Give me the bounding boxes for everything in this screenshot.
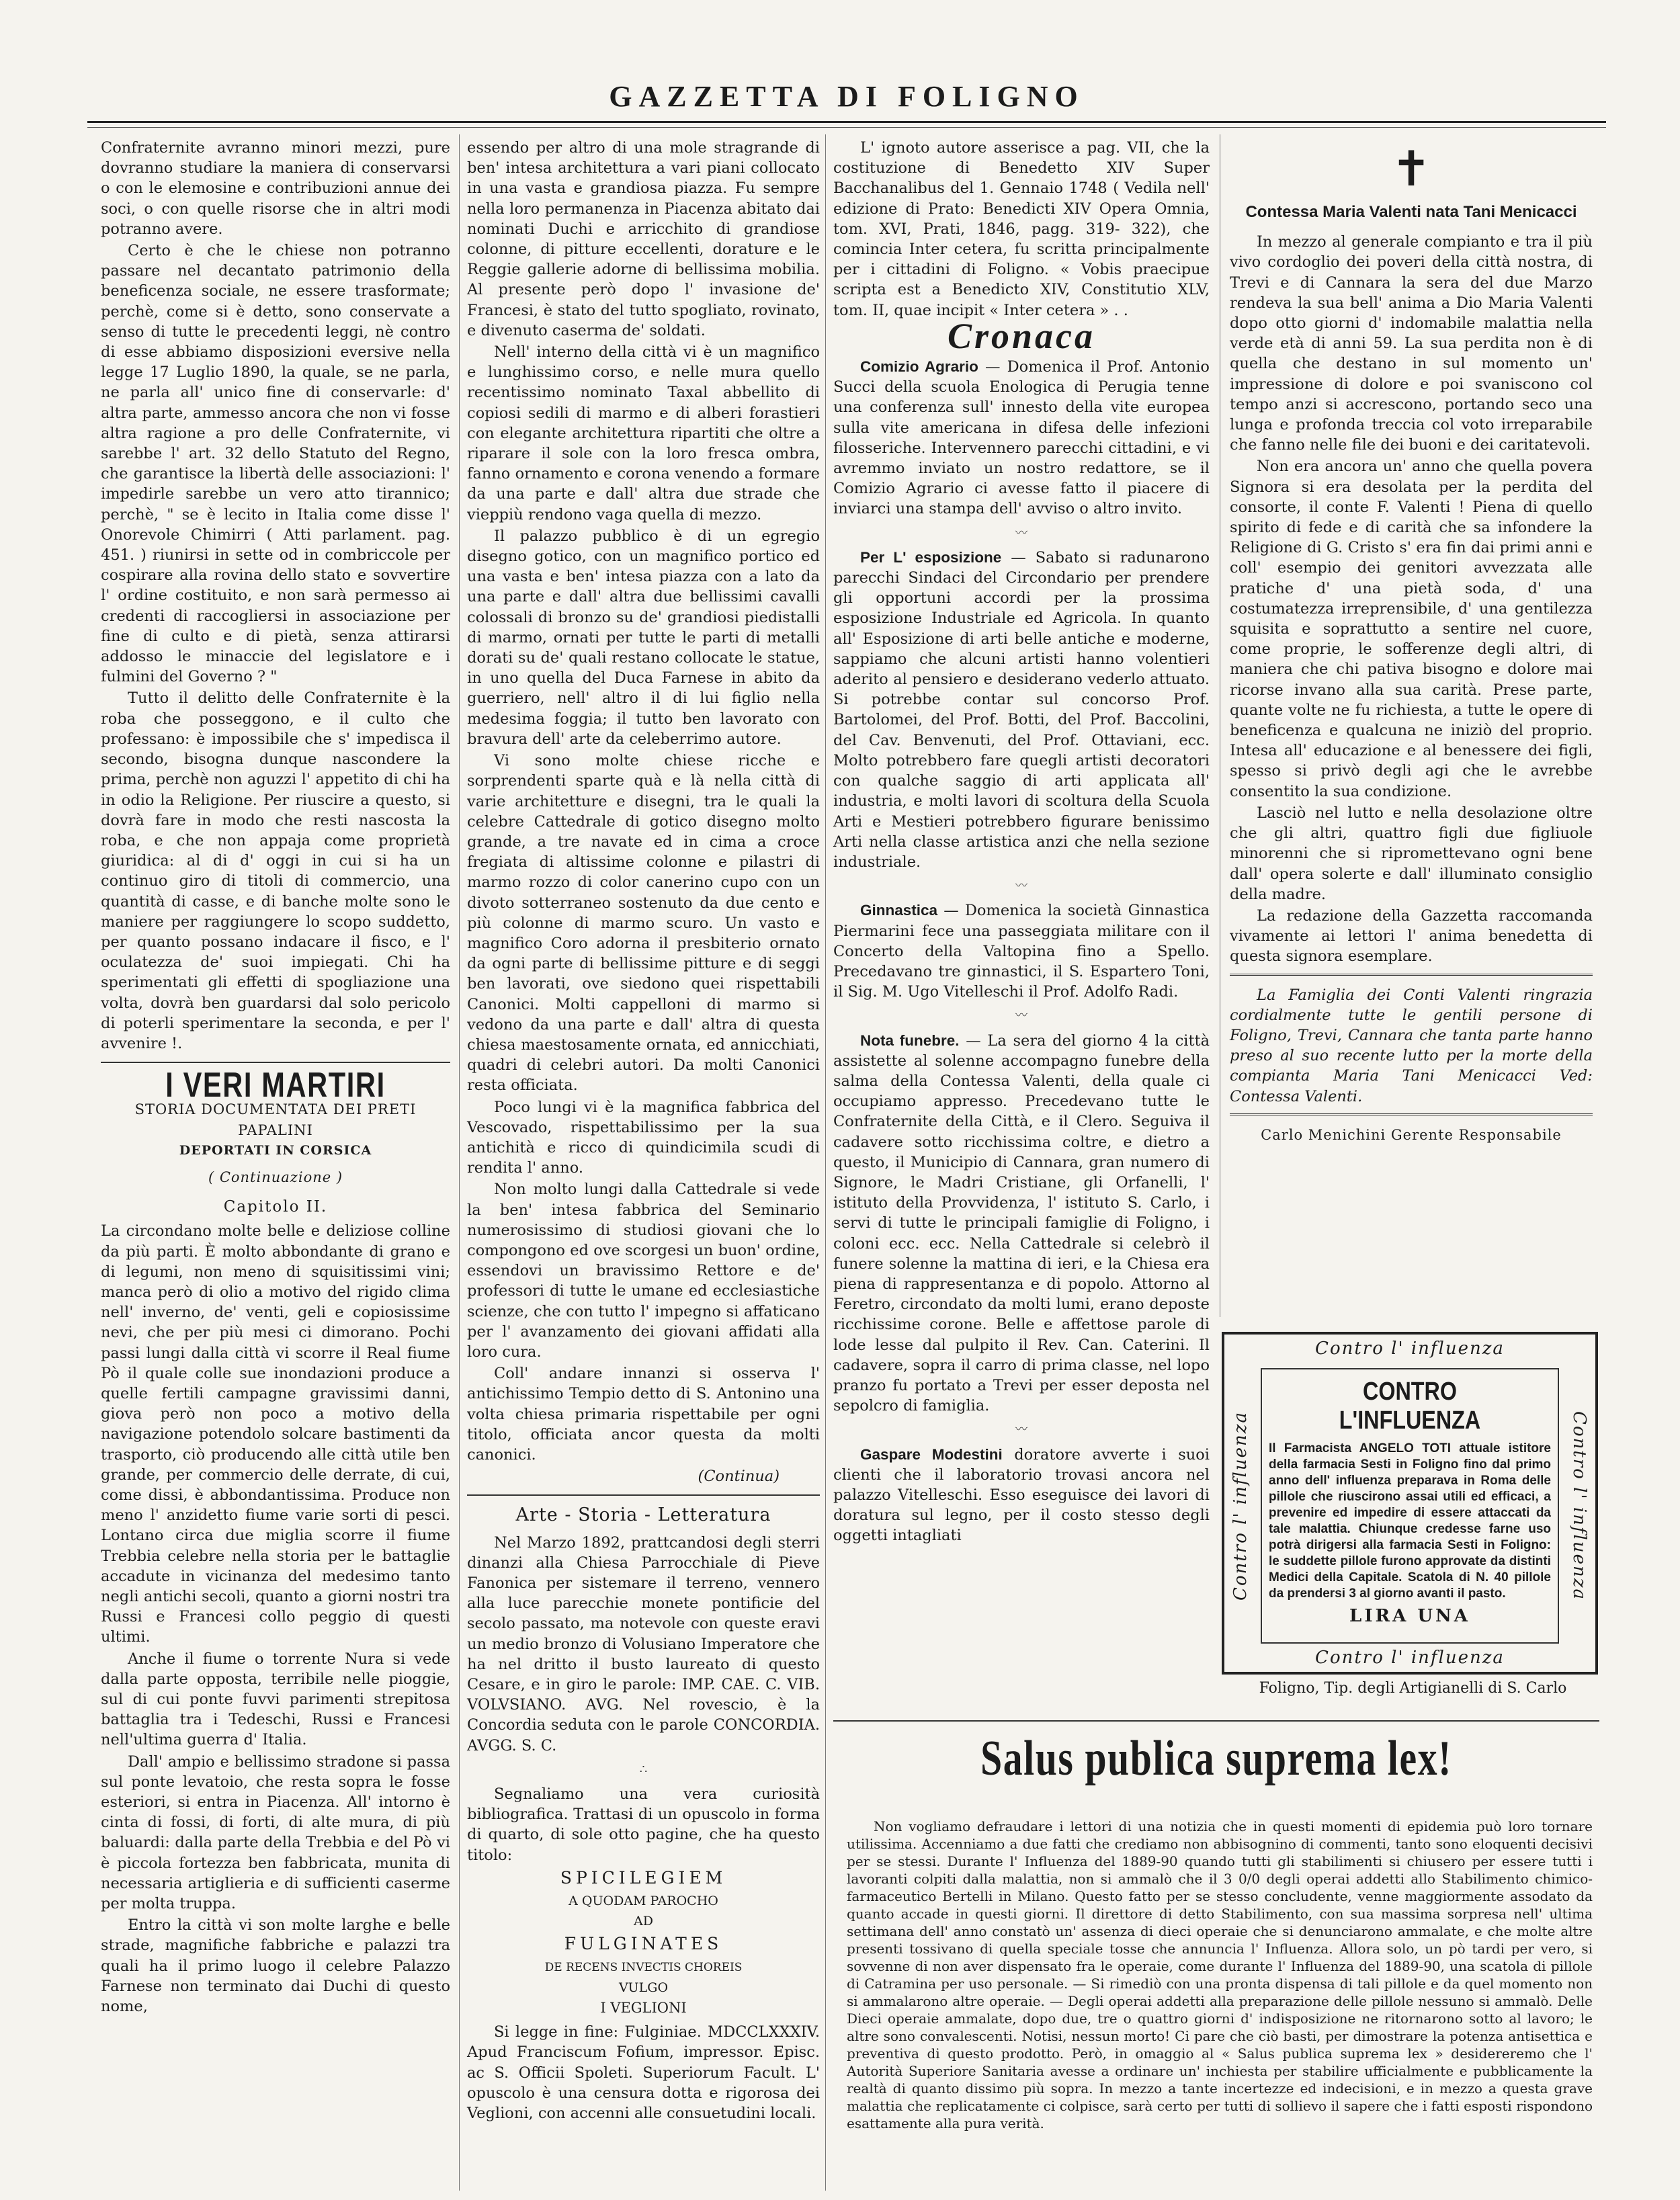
cross-icon: ✝ [1390, 140, 1432, 197]
book-title-line: FULGINATES [564, 1934, 723, 1954]
ad-frame-left [1227, 1375, 1254, 1637]
news-item-label: Gaspare Modestini [860, 1445, 1003, 1463]
book-title-line: I VEGLIONI [600, 2000, 687, 2017]
salus-rule [833, 1720, 1599, 1722]
separator: 〰 [1015, 879, 1027, 894]
article-paragraph: Non era ancora un' anno che quella povera Signora si era desolata per la perdita del consorte, il conte F. Valenti ! Piena di quello spirito di fede e di carità che sa infondere la Religione di G. Cristo s' era fin dai primi anni e coll' esempio dei genitori avvezzata alle pratiche d' una pietà soda, d' una costumatezza irreprensibile, d' una gentilezza squisita e soprattutto a sentire nel cuore, come proprie, le sofferenze degli altri, di maniera che chi pativa bisogno e dolore mai ricorse invano alla sua carità. Prese parte, quante volte ne fu richiesta, a tutte le opere di beneficenza e qualcuna ne iniziò del proprio. Intesa all' educazione e al benessere dei figli, spesso si privò degli agi che le avrebbe consentito la sua condizione. [1230, 458, 1593, 800]
article-paragraph: Non molto lungi dalla Cattedrale si vede la ben' intesa fabbrica del Seminario numerosissimo di studiosi giovani che lo compongono ed ove scorgesi un buon' ordine, essendovi un bravissimo Rettore e de' professori di tutte le umane ed ecclesiastiche scienze, che con tutto l' impegno si affaticano per l' avanzamento dei giovani affidati alla loro cura. [467, 1181, 820, 1361]
article-paragraph: Entro la città vi son molte larghe e belle strade, magnifiche fabbriche e palazzi tra quali ha il primo luogo il celebre Palazzo Farnese non terminato dai Duchi di questo nome, [101, 1916, 450, 2016]
ad-frame-top: Contro l' influenza [1315, 1339, 1505, 1359]
section-rule [1230, 974, 1593, 978]
article-paragraph: Il palazzo pubblico è di un egregio disegno gotico, con un magnifico portico ed una vasta e ben' intesa piazza con a lato da una parte e dall' altra due bellissimi cavalli colossali di bronzo su de' grandiosi piedistalli di marmo, ornati per tutte le parti di metalli dorati su de' quali restano collocate le statue, in uno quella del Duca Farnese in abito da guerriero, nell' altro il di lui figlio nella medesima foggia; il tutto ben lavorato con bravura dell' arte da celeberrimo autore. [467, 527, 820, 748]
salus-title: Salus publica suprema lex! [980, 1731, 1452, 1786]
book-title-line: A QUODAM PAROCHO [569, 1894, 718, 1909]
serial-subtitle-2: DEPORTATI IN CORSICA [179, 1142, 372, 1158]
article-paragraph: L' ignoto autore asserisce a pag. VII, che la costituzione di Benedetto XIV Super Bacchanalibus del 1. Gennaio 1748 ( Vedila nell' edizione di Prato: Benedicti XIV Opera Omnia, tom. XVI, Prati, 1846, pagg. 319- 322), che comincia Inter cetera, fu scritta principalmente per i cittadini di Foligno. « Vobis praecipue scripta est a Benedicto XIV, Constitutio XLV, tom. II, quae incipit « Inter cetera » . . [833, 139, 1210, 319]
article-paragraph: Poco lungi vi è la magnifica fabbrica del Vescovado, rispettabilissimo per la sua antichità e ricco di quindicimila scudi di rendita l' anno. [467, 1098, 820, 1177]
article-paragraph: Certo è che le chiese non potranno passare nel decantato patrimonio della beneficenza sociale, ne essere trasformate; perchè, come si è detto, sono conservate a senso di tutte le precedenti leggi, nè contro di esse abbiamo disposizioni eversive nella legge 17 Luglio 1890, la quale, se ne parla, ne parla all' unico fine di conservarle: d' altra parte, ammesso ancora che non vi fosse altra ragione a pro delle Confraternite, vi sarebbe l' art. 32 dello Statuto del Regno, che garantisce la libertà delle associazioni: l' impedirle sarebbe un vero atto tirannico; perchè, " se è lecito in Italia come disse l' Onorevole Chimirri ( Atti parlament. pag. 451. ) riunirsi in sette od in combriccole per cospirare alla rovina dello stato e sovvertire l' ordine costituito, e non sarà permesso ai credenti di raccogliersi in associazione per fine di culto e di pietà, senza attirarsi addosso le minaccie del legislatore e i fulmini del Governo ? " [101, 242, 450, 686]
salus-text-block [847, 1818, 1593, 2132]
ad-text: Il Farmacista ANGELO TOTI attuale istitore della farmacia Sesti in Foligno fino dal primo anno dell' influenza preparava in Roma delle pillole che riuscirono assai utili ed efficaci, a prevenire ed impedire di essere attaccati da tale malattia. Chiunque credesse farne uso potrà dirigersi alla farmacia Sesti in Foligno: le suddette pillole furono approvate da distinti Medici della Capitale. Scatola di N. 40 pillole da prendersi 3 al giorno avanti il pasto. [1269, 1441, 1551, 1601]
ad-body [1261, 1368, 1559, 1644]
ad-frame-bottom: Contro l' influenza [1315, 1648, 1505, 1668]
book-title-line: AD [634, 1914, 653, 1929]
book-title-line: SPICILEGIEM [560, 1867, 727, 1888]
column-1 [101, 138, 450, 2194]
separator: 〰 [1015, 1009, 1027, 1023]
section-rule [101, 1062, 450, 1063]
separator-dots: ∴ [639, 1762, 648, 1777]
book-title-line: DE RECENS INVECTIS CHOREIS [544, 1960, 743, 1974]
column-4 [1230, 138, 1593, 1294]
article-paragraph: Segnaliamo una vera curiosità bibliografica. Trattasi di un opuscolo in forma di quarto, di sole otto pagine, che ha questo titolo: [467, 1785, 820, 1864]
column-divider [825, 134, 826, 2191]
news-item-text: — Domenica il Prof. Antonio Succi della scuola Enologica di Perugia tenne una conferenza sull' innesto della vite europea sulla vite americana in difesa delle infezioni filosseriche. Intervennero parecchi cittadini, e vi avremmo inviato un nostro redattore, se il Comizio Agrario ci avesse fatto il piacere di inviarci una stampa dell' avviso o altro invito. [833, 358, 1210, 518]
article-paragraph: La redazione della Gazzetta raccomanda vivamente ai lettori l' anima benedetta di questa signora esemplare. [1230, 906, 1593, 966]
thanks-notice: La Famiglia dei Conti Valenti ringrazia cordialmente tutte le gentili persone di Foligno, Trevi, Cannara che tanta parte hanno preso al suo recente lutto per la morte della compianta Maria Tani Menicacci Ved: Contessa Valenti. [1230, 986, 1593, 1105]
news-item-text: doratore avverte i suoi clienti che il laboratorio trovasi ancora nel palazzo Vitelleschi. Esso eseguisce dei lavori di doratura sul legno, per il costo stesso degli oggetti intagliati [833, 1445, 1210, 1545]
section-rule [467, 1494, 820, 1496]
news-item-label: Ginnastica [860, 902, 938, 919]
article-paragraph: Vi sono molte chiese ricche e sorprendenti sparte quà e là nella città di varie architetture e disegni, tra le quali la celebre Cattedrale di gotico disegno molto grande, a tre navate ed in cima a croce fregiata di altissime colonne e pilastri di marmo rozzo di color canerino cupo con un divoto sotterraneo sostenuto da due cento e più colonne di marmo scuro. Un vasto e magnifico Coro adorna il presbiterio ornato da ogni parte di bellissime pitture e di seggi ben lavorati, ove siedono quei rispettabili Canonici. Molti cappelloni di marmo si vedono da una parte e dall' altra di questa chiesa maestosamente ornata, ed annicchiati, quadri di celebri autori. Da molti Canonici resta officiata. [467, 752, 820, 1095]
cronaca-heading: Cronaca [947, 315, 1096, 356]
ad-frame-right [1566, 1375, 1593, 1637]
article-paragraph: Lasciò nel lutto e nella desolazione oltre che gli altri, quattro figli due figliuole minorenni che si ripromettevano ogni bene dall' opera solerte e dall' illuminato consiglio della madre. [1230, 804, 1593, 903]
news-item-text: — Sabato si radunarono parecchi Sindaci del Circondario per prendere gli opportuni accordi per la prossima esposizione Industriale ed Agricola. In quanto all' Esposizione di arti belle antiche e moderne, sappiamo che alcuni artisti hanno volentieri aderito al pensiero e desiderano vederlo attuato. Si potrebbe contar sul concorso Prof. Bartolomei, del Prof. Botti, del Prof. Baccolini, del Cav. Benvenuti, del Prof. Ottaviani, ecc. Molto potrebbero fare quegli artisti decoratori con qualche saggio di arti applicata all' industria, e molti lavori di scoltura della Scuola Arti e Mestieri potrebbero figurare benissimo Arti nella classe artistica anzi che nella sezione industriale. [833, 548, 1210, 871]
article-paragraph: La circondano molte belle e deliziose colline da più parti. È molto abbondante di grano e di legumi, non meno di squisitissimi vini; manca però di olio a motivo del rigido clima nell' inverno, de' venti, geli e copiosissime nevi, che per più mesi ci dimorano. Pochi passi lungi dalla città vi scorre il Real fiume Pò il quale colle sue inondazioni produce a quelle fertili campagne gravissimi danni, giova però non poco a motivo della navigazione potendolo solcare bastimenti da trasporto, ciò producendo alle città utile ben grande, per commercio delle derrate, di cui, come dissi, è abbondantissima. Produce non meno l' anzidetto fiume varie sorti di pesci. Lontano circa due miglia scorre il fiume Trebbia celebre nella storia per le battaglie accadute in vicinanza del medesimo tanto negli antichi secoli, quanto a giorni nostri tra Russi e Francesi collo peggio di questi ultimi. [101, 1222, 450, 1646]
ad-frame-left-text: Contro l' influenza [1230, 1411, 1251, 1601]
article-paragraph: Nel Marzo 1892, prattcandosi degli sterri dinanzi alla Chiesa Parrocchiale di Pieve Fanonica per sistemare il terreno, vennero alla luce parecchie monete pontificie del secolo passato, ma notevole con queste eravi un medio bronzo di Volusiano Imperatore che ha nel dritto il busto laureato di questo Cesare, e in giro le parole: IMP. CAE. C. VIB. VOLVSIANO. AVG. Nel rovescio, è la Concordia seduta con le parole CONCORDIA. AVGG. S. C. [467, 1533, 820, 1754]
serial-subtitle: STORIA DOCUMENTATA DEI PRETI PAPALINI [134, 1101, 417, 1138]
news-item-label: Per L' esposizione [860, 548, 1002, 566]
book-title-line: VULGO [618, 1980, 669, 1995]
section-rule [1230, 1113, 1593, 1118]
chapter-heading: Capitolo II. [223, 1198, 328, 1216]
news-item-label: Nota funebre. [860, 1031, 960, 1049]
article-paragraph: Nell' interno della città vi è un magnifico e lunghissimo corso, e nelle mura quello recentissimo nominato Taxal abbellito di copiosi sedili di marmo e di alberi forastieri con elegante architettura ripartiti che oltre a riparare il sole con la loro fresca ombra, fanno ornamento e corona venendo a formare da una parte e dall' altra due strade che vieppiù rendono vaga quella di mezzo. [467, 343, 820, 523]
column-divider [459, 134, 460, 2191]
article-paragraph: Si legge in fine: Fulginiae. MDCCLXXXIV. Apud Franciscum Fofium, impressor. Episc. ac S. Officii Spoleti. Superiorum Facult. L' opuscolo è una censura dotta e rigorosa dei Veglioni, con accenni alle consuetudini locali. [467, 2023, 820, 2123]
serial-title: I VERI MARTIRI [165, 1066, 386, 1105]
column-3 [833, 138, 1210, 1545]
ad-frame-right-text: Contro l' influenza [1569, 1411, 1590, 1601]
ad-price: LIRA UNA [1349, 1606, 1470, 1626]
article-paragraph: Anche il fiume o torrente Nura si vede dalla parte opposta, terribile nelle pioggie, sul di cui ponte fuvvi parimenti strepitosa battaglia tra i Tedeschi, Russi e Francesi nell'ultima guerra d' Italia. [101, 1650, 450, 1749]
masthead-rule [87, 121, 1606, 128]
separator: 〰 [1015, 1423, 1027, 1437]
article-paragraph: essendo per altro di una mole stragrande di ben' intesa architettura a vari piani collocato in una vasta e grandiosa piazza. Fu sempre nella loro permanenza in Piacenza abitato dai nominati Duchi e arricchito di grandiose colonne, di pitture eccellenti, dorature e le Reggie gallerie adorne di bellissima mobilia. Al presente però dopo l' invasione de' Francesi, è stato del tutto spogliato, rovinato, e divenuto caserma de' soldati. [467, 139, 820, 339]
gerente-line: Carlo Menichini Gerente Responsabile [1261, 1126, 1562, 1143]
article-paragraph: Coll' andare innanzi si osserva l' antichissimo Tempio detto di S. Antonino una volta chiesa primaria rispettabile per ogni titolo, officiata ancor questa da molti canonici. [467, 1365, 820, 1464]
news-item-text: — La sera del giorno 4 la città assistette al solenne accompagno funebre della salma della Contessa Valenti, della quale ci occupiamo appresso. Precedevano tutte le Confraternite della Città, e il Clero. Seguiva il cadavere sotto ricchissima coltre, e dietro a questo, il Municipio di Cannara, gran numero di Signore, le Madri Cristiane, gli Orfanelli, l' istituto della Provvidenza, l' istituto S. Carlo, i servi di tutte le principali famiglie di Foligno, i coloni ecc. ecc. Nella Cattedrale si celebrò il funere solenne la mattina di ieri, e la Chiesa era piena di rappresentanza e di popolo. Attorno al Feretro, circondato da molti lumi, erano deposte ricchissime corone. Belle e affettose parole di lode lesse dal pulpito il Rev. Can. Caterini. Il cadavere, sopra il carro di prima classe, nel lopo pranzo fu portato a Trevi per esser deposta nel sepolcro di famiglia. [833, 1031, 1210, 1415]
section-heading: Arte - Storia - Letteratura [515, 1505, 771, 1526]
news-item-text: — Domenica la società Ginnastica Piermarini fece una passeggiata militare con il Concerto della Valtopina fino a Spello. Precedavano tre ginnastici, il S. Espartero Toni, il Sig. M. Ugo Vitelleschi il Prof. Adolfo Radi. [833, 902, 1210, 1001]
column-2 [467, 138, 820, 2194]
article-paragraph: Confraternite avranno minori mezzi, pure dovranno studiare la maniera di conservarsi o con le elemosine e contribuzioni annue dei soci, o con quelle risorse che in altri modi potranno avere. [101, 139, 450, 238]
influenza-advert [1222, 1332, 1598, 1675]
ad-title: CONTRO L'INFLUENZA [1339, 1378, 1481, 1435]
salus-paragraph: Non vogliamo defraudare i lettori di una notizia che in questi momenti di epidemia può loro tornare utilissima. Accenniamo a due fatti che crediamo non abbisognino di commenti, tanto sono eloquenti decisivi per se stessi. Durante l' Influenza del 1889-90 quando tutti gli stabilimenti si chiusero per essere tutti i lavoranti colpiti dalla malattia, non si ammalò che il 3 0/0 degli operai addetti allo Stabilimento chimico-farmaceutico Bertelli in Milano. Questo fatto per se stesso concludente, venne maggiormente assodato da quanto accade in questi giorni. Il direttore di detto Stabilimento, con sua massima sorpresa nell' ultima settimana dell' anno constatò un' assenza di dieci operaie che si denunciarono ammalate, e che molte altre presenti tossivano di quella speciale tosse che annuncia l' Influenza. Allora solo, un pò tardi per vero, si sovvenne di non aver dispensato fra le operaie, come durante l' Influenza del 1889-90, una scatola di pillole di Catramina per uso personale. — Si rimediò con una pronta dispensa di tali pillole e da quel momento non si ammalarono altre operaie. — Degli operai addetti alla preparazione delle pillole nessuno si ammalò. Delle Dieci operaie ammalate, dopo due, tre o quattro giorni d' indisposizione ne ritornarono sotto al lavoro; le altre sono convalescenti. Notisi, nessun morto! Ci pare che ciò basti, per dimostrare la potenza antisettica e preventiva di questo prodotto. Però, in omaggio al « Salus publica suprema lex » desidereremo che l' Autorità Superiore Sanitaria avesse a ordinare un' inchiesta per stabilire ufficialmente e pubblicamente la realtà di quanto dissimo più sopra. In mezzo a tante incertezze ed indecisioni, e in mezzo a questa grave malattia che replicatamente ci colpisce, sarà certo per tutti di sollievo il sapere che i fatti esposti rispondono esattamente alla pura verità. [847, 1818, 1593, 2131]
separator: 〰 [1015, 525, 1027, 540]
masthead: GAZZETTA DI FOLIGNO [609, 80, 1085, 113]
continuation-note: ( Continuazione ) [208, 1169, 343, 1185]
printer-line: Foligno, Tip. degli Artigianelli di S. Carlo [1259, 1680, 1567, 1697]
news-item-label: Comizio Agrario [860, 358, 978, 376]
article-paragraph: Dall' ampio e bellissimo stradone si passa sul ponte levatoio, che resta sopra le fosse esteriori, si entra in Piacenza. All' intorno è cinta di fossi, di forti, di alte mura, di più baluardi: dalla parte della Trebbia e del Pò vi è piccola fortezza ben fabbricata, munita di necessaria artiglieria e di sufficienti caserme per molta truppa. [101, 1752, 450, 1913]
continua-note: (Continua) [698, 1468, 780, 1486]
obituary-title: Contessa Maria Valenti nata Tani Menicacci [1245, 203, 1577, 221]
article-paragraph: Tutto il delitto delle Confraternite è la roba che posseggono, e il culto che professano: è impossibile che s' impedisca il secondo, bisogna dunque nascondere la prima, perchè non aguzzi l' appetito di chi ha in odio la Religione. Per riuscire a questo, si dovrà fare in modo che resti nascosta la roba, e che non appaja come proprietà giuridica: al di d' oggi in cui si ha un continuo giro di titoli di commercio, una quantità di casse, e di banche molte sono le maniere per raggiungere lo scopo suddetto, per quanto possano indacare il fisco, e l' oculatezza de' suoi impiegati. Chi ha sperimentati gli effetti di spogliazione una volta, dovrà ben guardarsi dal solo pericolo di poterli sperimentare la seconda, e per l' avvenire !. [101, 689, 450, 1052]
article-paragraph: In mezzo al generale compianto e tra il più vivo cordoglio dei poveri della città nostra, di Trevi e di Cannara la sera del due Marzo rendeva la sua bell' anima a Dio Maria Valenti dopo otto giorni d' indomabile malattia nella verde età di anni 59. La sua perdita non è di quella che destano in sul momento un' impressione di dolore e poi svaniscono col tempo anzi si accrescono, portando seco una lunga e profonda treccia col voto irreparabile che fanno nelle file dei buoni e dei caritatevoli. [1230, 233, 1593, 454]
